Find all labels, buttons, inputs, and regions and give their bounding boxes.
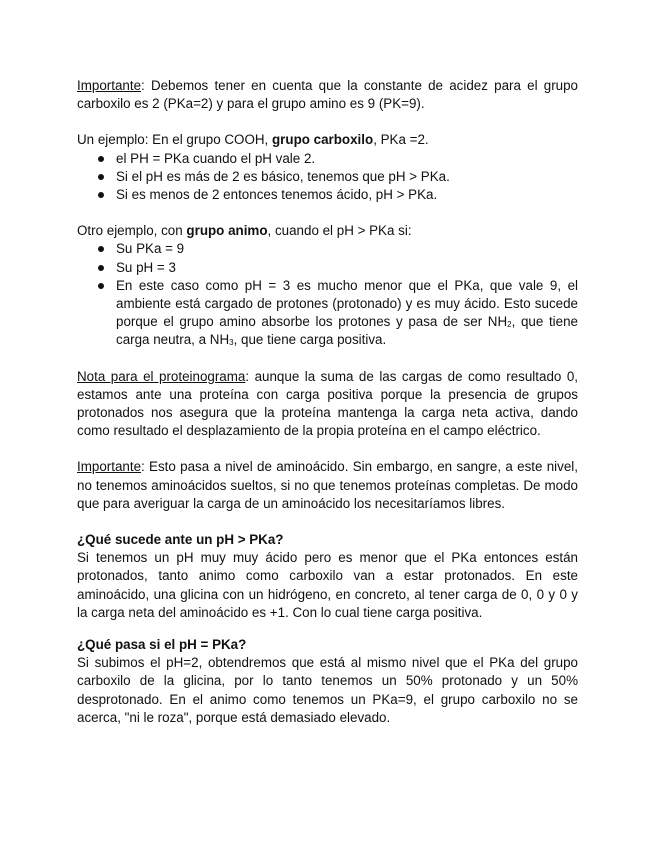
list-item (77, 186, 578, 204)
example-2-bold: grupo animo (186, 223, 268, 239)
list-item-text: Su PKa = 9 (116, 241, 185, 257)
document-page (77, 77, 578, 727)
list-item (77, 168, 578, 186)
bullet-icon (98, 283, 104, 289)
list-item-text: En este caso como pH = 3 es mucho menor que el PKa, que vale 9, el ambiente está cargado de protones (protonado) y es muy ácido. Esto sucede porque el grupo amino absorbe los protones y pasa de ser NH (116, 277, 578, 330)
example-2-list (77, 240, 578, 349)
important-note-1 (77, 77, 578, 113)
list-item-text: Si el pH es más de 2 es básico, tenemos que pH > PKa. (116, 168, 450, 184)
example-2-post: , cuando el pH > PKa si: (267, 223, 412, 239)
list-item (77, 150, 578, 168)
example-2-intro (77, 222, 578, 240)
subscript: 3 (229, 338, 234, 348)
list-item (77, 259, 578, 277)
subscript: 2 (507, 320, 512, 330)
example-1-list (77, 150, 578, 205)
bullet-icon (98, 156, 104, 162)
example-1-post: , PKa =2. (373, 132, 429, 148)
list-item-text: el PH = PKa cuando el pH vale 2. (116, 150, 316, 166)
bullet-icon (98, 174, 104, 180)
example-1-intro (77, 131, 578, 149)
list-item-text: , que tiene carga positiva. (233, 332, 387, 348)
example-1-pre: Un ejemplo: En el grupo COOH, (77, 132, 272, 148)
example-2-pre: Otro ejemplo, con (77, 223, 187, 239)
bullet-icon (98, 246, 104, 252)
important-note-2 (77, 458, 578, 513)
bullet-icon (98, 192, 104, 198)
example-1-bold: grupo carboxilo (272, 132, 374, 148)
proteinogram-note (77, 368, 578, 441)
list-item-text: Si es menos de 2 entonces tenemos ácido, pH > PKa. (116, 187, 438, 203)
section-heading-2: ¿Qué pasa si el pH = PKa? (77, 637, 247, 653)
list-item (77, 277, 578, 350)
note-label: Nota para el proteinograma (77, 368, 246, 384)
section-paragraph-2: Si subimos el pH=2, obtendremos que está al mismo nivel que el PKa del grupo carboxilo de la glicina, por lo tanto tenemos un 50% protonado y un 50% desprotonado. En el animo como tenemos un PKa=9, el grupo carboxilo no se acerca, "ni le roza", porque está demasiado elevado. (77, 655, 578, 725)
bullet-icon (98, 265, 104, 271)
important-label: Importante (77, 78, 142, 93)
important-text: : Debemos tener en cuenta que la constante de acidez para el grupo carboxilo es 2 (PKa=2) y para el grupo amino es 9 (PK=9). (77, 78, 578, 112)
note-text: : aunque la suma de las cargas de como resultado 0, estamos ante una proteína con carga positiva porque la presencia de grupos protonados nos asegura que la proteína mantenga la carga neta activa, dando como resultado el desplazamiento de la propia proteína en el campo eléctrico. (77, 368, 579, 439)
list-item-text: Su pH = 3 (116, 259, 176, 275)
important-text: : Esto pasa a nivel de aminoácido. Sin embargo, en sangre, a este nivel, no tenemos aminoácidos sueltos, si no que tenemos proteínas completas. De modo que para averiguar la carga de un aminoácido los necesitaríamos libres. (77, 459, 578, 511)
important-label: Importante (77, 459, 142, 475)
list-item (77, 240, 578, 258)
section-paragraph-1: Si tenemos un pH muy muy ácido pero es menor que el PKa entonces están protonados, tanto animo como carboxilo van a estar protonados. En este aminoácido, una glicina con un hidrógeno, en concreto, al tener carga de 0, 0 y 0 y la carga neta del aminoácido es +1. Con lo cual tiene carga positiva. (77, 550, 578, 620)
list-item-text: , que tiene carga neutra, a NH (116, 314, 579, 348)
section-heading-1: ¿Qué sucede ante un pH > PKa? (77, 532, 284, 548)
